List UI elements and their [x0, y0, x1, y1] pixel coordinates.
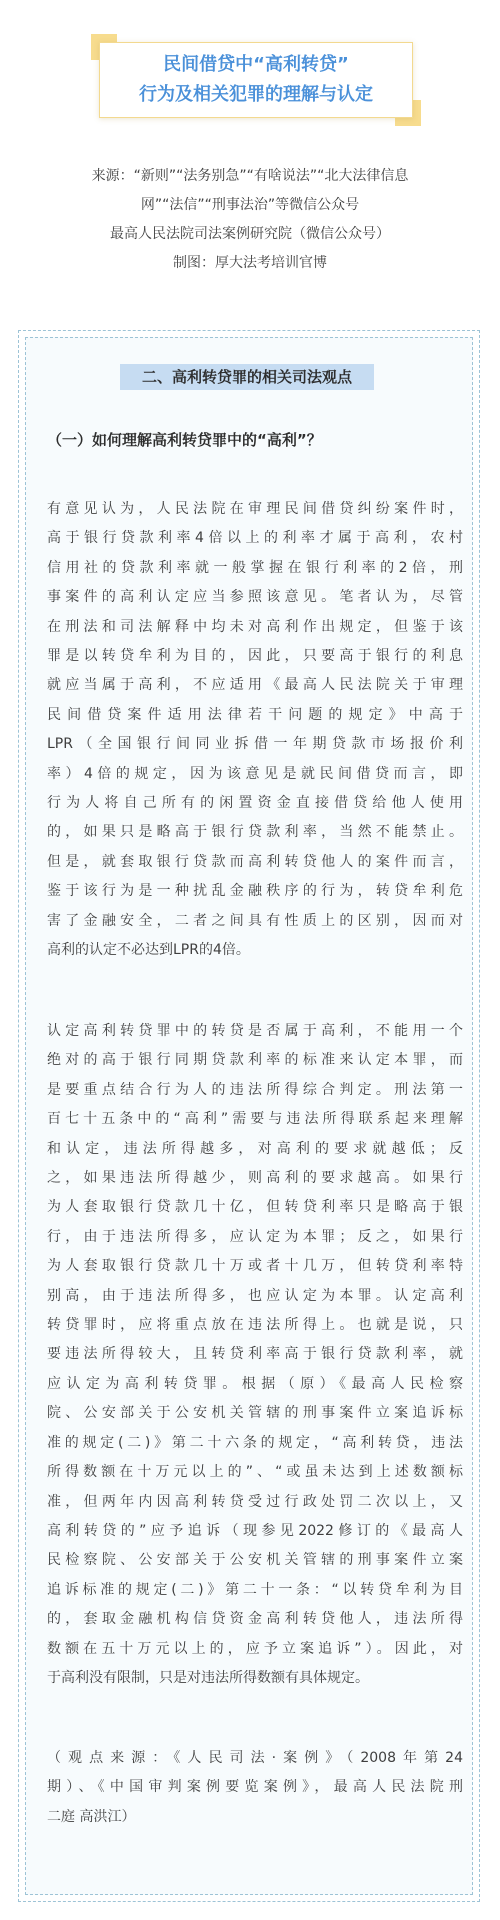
paragraph-line: 行，由于违法所得多，应认定为本罪；反之，如果行	[47, 1228, 463, 1245]
paragraph-line: 高于银行贷款利率4倍以上的利率才属于高利，农村	[47, 530, 463, 547]
paragraph-line: 追诉标准的规定(二)》第二十一条：“以转贷牟利为目	[47, 1581, 463, 1598]
subheading: （一）如何理解高利转贷罪中的“高利”？	[47, 431, 322, 449]
paragraph-line: 院、公安部关于公安机关管辖的刑事案件立案追诉标	[47, 1405, 463, 1422]
paragraph-line: 别高，由于违法所得多，也应认定为本罪。认定高利	[47, 1287, 463, 1304]
image-credit-line: 制图：厚大法考培训官博	[173, 255, 327, 271]
paragraph-1	[47, 495, 463, 966]
paragraph-line: 的，套取金融机构信贷资金高利转贷他人，违法所得	[47, 1611, 463, 1628]
paragraph-line: LPR（全国银行间同业拆借一年期贷款市场报价利	[47, 736, 463, 753]
source-credits	[0, 162, 500, 278]
paragraph-line: 准，但两年内因高利转贷受过行政处罚二次以上，又	[47, 1493, 463, 1510]
citation-line: 二庭 高洪江）	[47, 1808, 136, 1825]
paragraph-line: 转贷罪时，应将重点放在违法所得上。也就是说，只	[47, 1317, 463, 1334]
paragraph-line: 在刑法和司法解释中均未对高利作出规定，但鉴于该	[47, 618, 463, 635]
source-line: 网”“法信”“刑事法治”等微信公众号	[140, 197, 360, 213]
title-card-inner	[99, 42, 413, 118]
paragraph-line: 百七十五条中的“高利”需要与违法所得联系起来理解	[47, 1111, 463, 1128]
paragraph-line: 高利的认定不必达到LPR的4倍。	[47, 942, 250, 959]
citation-line: （观点来源：《人民司法·案例》（2008年第24	[47, 1750, 463, 1766]
page-title-line-2: 行为及相关犯罪的理解与认定	[139, 84, 373, 105]
citation-paragraph	[47, 1744, 463, 1832]
paragraph-line: 绝对的高于银行同期贷款利率的标准来认定本罪，而	[47, 1052, 463, 1069]
paragraph-line: 率）4倍的规定，因为该意见是就民间借贷而言，即	[47, 765, 463, 782]
paragraph-line: 于高利没有限制，只是对违法所得数额有具体规定。	[47, 1669, 369, 1686]
paragraph-line: 为人套取银行贷款几十万或者十几万，但转贷利率特	[47, 1258, 463, 1275]
paragraph-line: 准的规定(二)》第二十六条的规定，“高利转贷，违法	[47, 1434, 463, 1451]
paragraph-line: 罪是以转贷牟利为目的，因此，只要高于银行的利息	[47, 648, 463, 665]
paragraph-line: 和认定，违法所得越多，对高利的要求就越低；反	[47, 1140, 463, 1157]
source-line: 最高人民法院司法案例研究院（微信公众号）	[110, 226, 390, 242]
paragraph-line: 的，如果只是略高于银行贷款利率，当然不能禁止。	[47, 824, 463, 841]
paragraph-line: 信用社的贷款利率就一般掌握在银行利率的2倍，刑	[47, 559, 463, 576]
paragraph-line: 有意见认为，人民法院在审理民间借贷纠纷案件时，	[47, 501, 463, 517]
paragraph-line: 数额在五十万元以上的，应予立案追诉”）。因此，对	[47, 1640, 463, 1657]
paragraph-line: 就应当属于高利，不应适用《最高人民法院关于审理	[47, 677, 463, 694]
citation-line: 期）、《中国审判案例要览案例》，最高人民法院刑	[47, 1779, 463, 1796]
source-line: 来源：“新则”“法务别急”“有啥说法”“北大法律信息	[91, 168, 409, 184]
paragraph-line: 民间借贷案件适用法律若干问题的规定》中高于	[47, 706, 463, 723]
title-card	[91, 34, 421, 126]
paragraph-line: 之，如果违法所得越少，则高利的要求越高。如果行	[47, 1170, 463, 1187]
paragraph-line: 害了金融安全，二者之间具有性质上的区别，因而对	[47, 912, 463, 929]
section-title: 二、高利转贷罪的相关司法观点	[120, 364, 374, 390]
paragraph-2	[47, 1017, 463, 1693]
paragraph-line: 民检察院、公安部关于公安机关管辖的刑事案件立案	[47, 1552, 463, 1569]
paragraph-line: 行为人将自己所有的闲置资金直接借贷给他人使用	[47, 795, 463, 812]
paragraph-line: 鉴于该行为是一种扰乱金融秩序的行为，转贷牟利危	[47, 883, 463, 900]
paragraph-line: 为人套取银行贷款几十亿，但转贷利率只是略高于银	[47, 1199, 463, 1216]
paragraph-line: 但是，就套取银行贷款而高利转贷他人的案件而言，	[47, 853, 463, 870]
paragraph-line: 要违法所得较大，且转贷利率高于银行贷款利率，就	[47, 1346, 463, 1363]
paragraph-line: 认定高利转贷罪中的转贷是否属于高利，不能用一个	[47, 1023, 463, 1039]
paragraph-line: 是要重点结合行为人的违法所得综合判定。刑法第一	[47, 1081, 463, 1098]
paragraph-line: 高利转贷的”应予追诉（现参见2022修订的《最高人	[47, 1522, 463, 1539]
paragraph-line: 所得数额在十万元以上的”、“或虽未达到上述数额标	[47, 1464, 463, 1481]
paragraph-line: 应认定为高利转贷罪。根据（原）《最高人民检察	[47, 1375, 463, 1392]
paragraph-line: 事案件的高利认定应当参照该意见。笔者认为，尽管	[47, 589, 463, 606]
page-title-line-1: 民间借贷中“高利转贷”	[163, 54, 349, 75]
